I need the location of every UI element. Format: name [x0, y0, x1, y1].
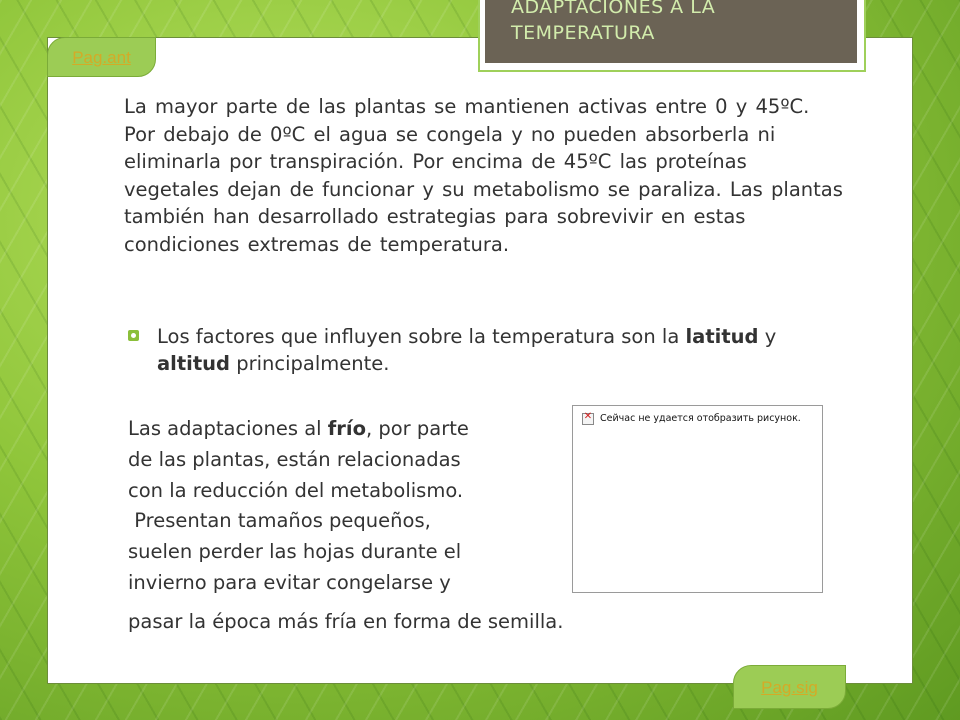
next-page-link[interactable]: Pag.sig	[733, 665, 846, 709]
cold-line-7: pasar la época más fría en forma de semilla.	[128, 610, 564, 633]
cold-line-1	[128, 415, 469, 443]
slide-title	[485, 0, 857, 63]
cold-line-3: con la reducción del metabolismo.	[128, 479, 464, 502]
bullet-item-factors	[128, 323, 828, 377]
cold-line-4: Presentan tamaños pequeños,	[128, 509, 431, 532]
bullet-bold-latitud: latitud	[685, 325, 759, 348]
cold-line-6: invierno para evitar congelarse y	[128, 571, 451, 594]
previous-page-link[interactable]: Pag.ant	[47, 37, 156, 77]
image-placeholder	[572, 405, 823, 593]
cold-line-2: de las plantas, están relacionadas	[128, 448, 461, 471]
bullet-text-2: y	[758, 325, 777, 348]
image-error-message: Сейчас не удается отобразить рисунок.	[600, 413, 801, 424]
ring-bullet-icon	[128, 330, 139, 341]
bullet-text-1: Los factores que influyen sobre la temperatura son la	[157, 325, 686, 348]
cold-line-1-post: , por parte	[365, 417, 469, 440]
intro-paragraph: La mayor parte de las plantas se mantienen activas entre 0 y 45ºC. Por debajo de 0ºC el agua se congela y no pueden absorberla ni eliminarla por transpiración. Por encima de 45ºC las proteínas vegetales dejan de funcionar y su metabolismo se paraliza. Las plantas también han desarrollado estrategias para sobrevivir en estas condiciones extremas de temperatura.	[124, 95, 843, 256]
bullet-bold-altitud: altitud	[157, 352, 231, 375]
cold-line-5: suelen perder las hojas durante el	[128, 540, 462, 563]
bullet-text-3: principalmente.	[230, 352, 390, 375]
broken-image-icon	[582, 413, 594, 425]
slide-title-line1: ADAPTACIONES A LA	[511, 0, 716, 18]
cold-line-1-pre: Las adaptaciones al	[128, 417, 328, 440]
slide-title-line2: TEMPERATURA	[511, 22, 655, 44]
cold-bold-frio: frío	[327, 417, 366, 440]
